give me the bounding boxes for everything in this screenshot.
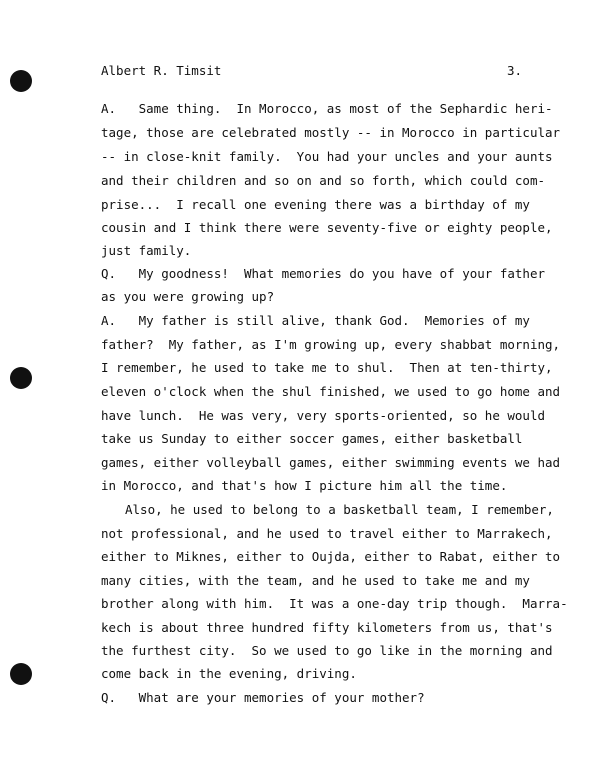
text-line: eleven o'clock when the shul finished, we used to go home and [101, 384, 561, 399]
text-line: come back in the evening, driving. [101, 666, 357, 681]
text-line: many cities, with the team, and he used to take me and my [101, 573, 530, 588]
text-line: the furthest city. So we used to go like in the morning and [101, 643, 553, 658]
text-line: A. My father is still alive, thank God. Memories of my [101, 313, 530, 328]
binder-hole-middle [10, 367, 32, 389]
text-line: Also, he used to belong to a basketball team, I remember, [125, 502, 554, 517]
text-line: cousin and I think there were seventy-five or eighty people, [101, 220, 553, 235]
text-line: as you were growing up? [101, 289, 275, 304]
text-line: Q. My goodness! What memories do you have of your father [101, 266, 546, 281]
text-line: -- in close-knit family. You had your uncles and your aunts [101, 149, 553, 164]
text-line: games, either volleyball games, either swimming events we had [101, 455, 561, 470]
text-line: take us Sunday to either soccer games, either basketball [101, 431, 523, 446]
text-line: kech is about three hundred fifty kilometers from us, that's [101, 620, 553, 635]
text-line: have lunch. He was very, very sports-oriented, so he would [101, 408, 546, 423]
text-line: tage, those are celebrated mostly -- in Morocco in particular [101, 125, 561, 140]
text-line: father? My father, as I'm growing up, every shabbat morning, [101, 337, 561, 352]
text-line: prise... I recall one evening there was a birthday of my [101, 197, 530, 212]
binder-hole-bottom [10, 663, 32, 685]
text-line: and their children and so on and so forth, which could com- [101, 173, 546, 188]
binder-hole-top [10, 70, 32, 92]
text-line: A. Same thing. In Morocco, as most of the Sephardic heri- [101, 101, 553, 116]
text-line: in Morocco, and that's how I picture him all the time. [101, 478, 508, 493]
text-line: I remember, he used to take me to shul. Then at ten-thirty, [101, 360, 553, 375]
text-line: brother along with him. It was a one-day trip though. Marra- [101, 596, 568, 611]
text-line: just family. [101, 243, 192, 258]
page-number: 3. [506, 63, 522, 78]
text-line: Q. What are your memories of your mother? [101, 690, 425, 705]
text-line: not professional, and he used to travel either to Marrakech, [101, 526, 553, 541]
header-interviewee-name: Albert R. Timsit [101, 63, 222, 78]
text-line: either to Miknes, either to Oujda, either to Rabat, either to [101, 549, 561, 564]
